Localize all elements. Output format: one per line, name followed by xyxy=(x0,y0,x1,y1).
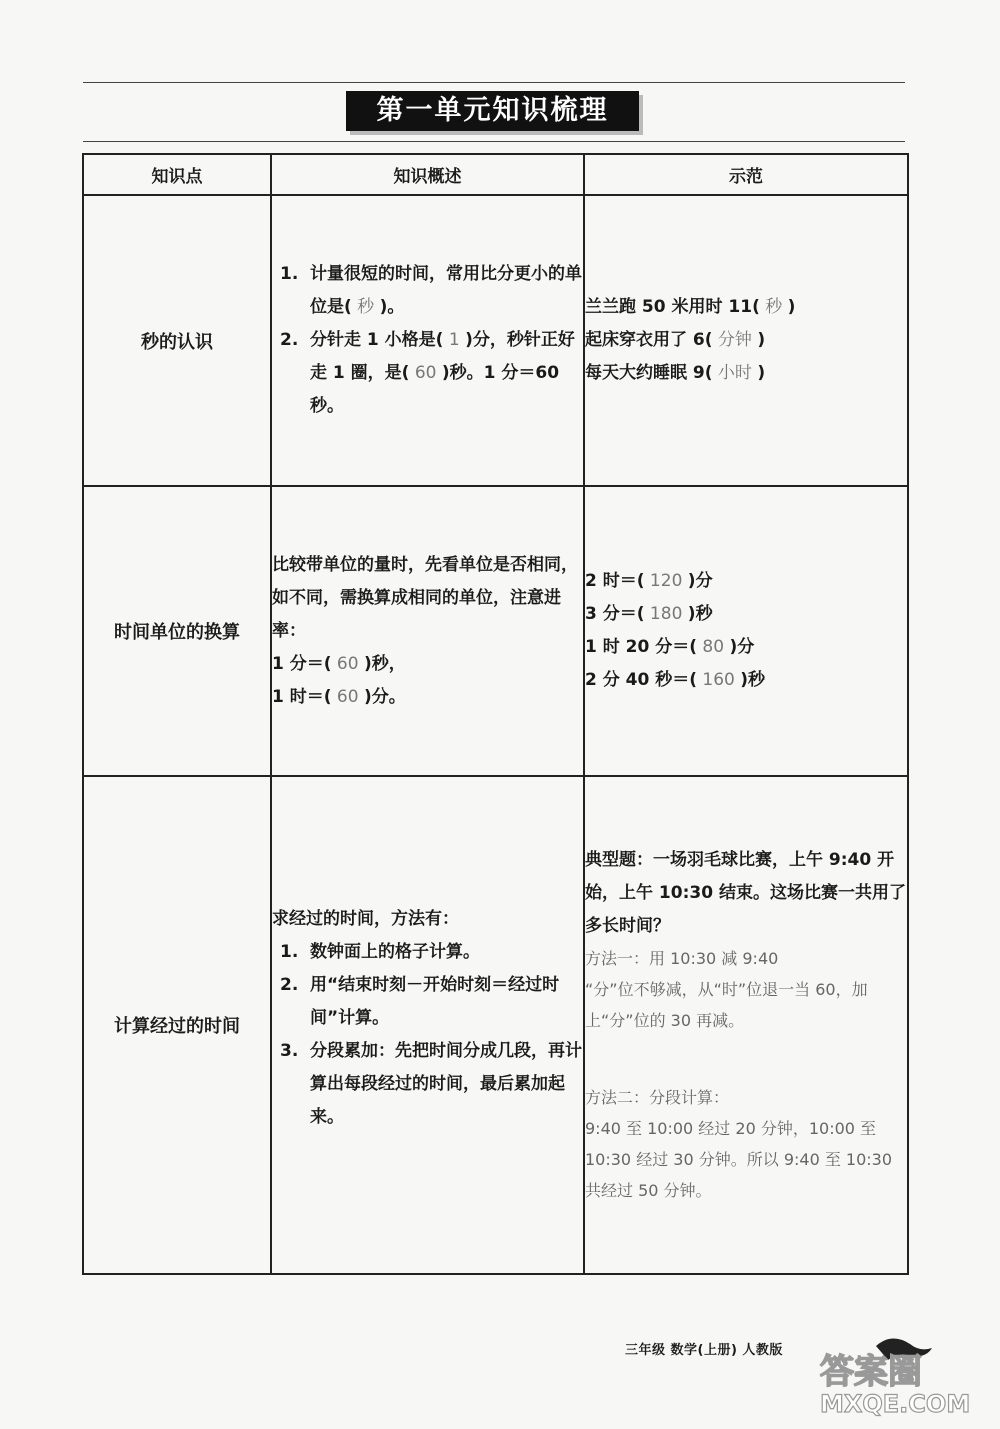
method-one-detail: “分”位不够减，从“时”位退一当 60，加上“分”位的 30 再减。 xyxy=(585,980,868,1030)
header-point: 知识点 xyxy=(83,154,271,195)
line xyxy=(585,664,907,697)
overview-list xyxy=(272,258,583,423)
text-segment: )分 xyxy=(729,637,755,657)
text-segment: )秒 xyxy=(687,604,713,624)
overview-text: 比较带单位的量时，先看单位是否相同，如不同，需换算成相同的单位，注意进率： xyxy=(272,554,578,641)
knowledge-table xyxy=(82,153,909,1275)
line xyxy=(585,631,907,664)
answer-text: 1 xyxy=(443,330,466,350)
list-item xyxy=(280,324,583,423)
line xyxy=(272,648,583,681)
text-segment: )。 xyxy=(379,297,405,317)
row-example xyxy=(584,776,908,1274)
text-segment: 2 分 40 秒＝( xyxy=(585,670,698,690)
watermark-sub: MXQE.COM xyxy=(820,1390,971,1418)
answer-text: 60 xyxy=(331,686,364,707)
table-row xyxy=(83,486,908,776)
list-item xyxy=(280,936,583,969)
method-two: 方法二：分段计算： xyxy=(585,1088,730,1107)
watermark-logo xyxy=(818,1328,988,1418)
row-example xyxy=(584,195,908,486)
row-overview xyxy=(271,486,584,776)
title-underline xyxy=(83,141,905,142)
watermark-text: 答案圈 xyxy=(820,1352,922,1392)
text-segment: )秒， xyxy=(363,653,406,674)
top-rule xyxy=(83,82,905,83)
table-row xyxy=(83,195,908,486)
text-segment: )分，秒针正好走 1 圈，是( xyxy=(310,330,575,383)
row-point: 计算经过的时间 xyxy=(83,776,271,1274)
item-number: 1. xyxy=(280,264,299,284)
text-segment: 数钟面上的格子计算。 xyxy=(310,941,480,962)
row-overview xyxy=(271,195,584,486)
item-number: 2. xyxy=(280,330,299,350)
answer-text: 秒 xyxy=(351,297,380,317)
answer-text: 60 xyxy=(331,653,364,674)
line xyxy=(585,565,907,598)
text-segment: 1 分＝( xyxy=(272,653,332,674)
text-segment: 起床穿衣用了 6( xyxy=(585,330,713,350)
text-segment: 2 时＝( xyxy=(585,571,645,591)
example-lines xyxy=(585,565,907,697)
text-segment: 用“结束时刻－开始时刻＝经过时间”计算。 xyxy=(310,974,560,1028)
text-segment: 1 时＝( xyxy=(272,686,332,707)
answer-text: 180 xyxy=(644,604,688,624)
text-segment: )秒 xyxy=(740,670,766,690)
answer-text: 120 xyxy=(644,571,688,591)
item-number: 1. xyxy=(280,941,299,962)
answer-text: 160 xyxy=(697,670,741,690)
table-header-row xyxy=(83,154,908,195)
header-overview: 知识概述 xyxy=(271,154,584,195)
text-segment: 每天大约睡眠 9( xyxy=(585,363,713,383)
line xyxy=(585,598,907,631)
header-example: 示范 xyxy=(584,154,908,195)
text-segment: ) xyxy=(757,330,766,350)
text-segment: 计量很短的时间，常用比分更小的单位是( xyxy=(310,264,582,317)
text-segment: ) xyxy=(787,297,796,317)
text-segment: 3 分＝( xyxy=(585,604,645,624)
text-segment: )秒。1 分＝60 秒。 xyxy=(310,363,560,416)
method-two-detail: 9:40 至 10:00 经过 20 分钟，10:00 至 10:30 经过 30 分钟。所以 9:40 至 10:30 共经过 50 分钟。 xyxy=(585,1119,893,1200)
item-number: 3. xyxy=(280,1040,299,1061)
text-segment: 兰兰跑 50 米用时 11( xyxy=(585,297,760,317)
text-segment: )分。 xyxy=(363,686,406,707)
text-segment: 分段累加：先把时间分成几段，再计算出每段经过的时间，最后累加起来。 xyxy=(310,1040,582,1127)
text-segment: )分 xyxy=(687,571,713,591)
item-number: 2. xyxy=(280,974,299,995)
answer-text: 分钟 xyxy=(712,330,758,350)
footer-text: 三年级 数学(上册) 人教版 xyxy=(625,1343,783,1358)
example-lines xyxy=(585,291,907,390)
overview-intro: 求经过的时间，方法有： xyxy=(272,908,459,929)
text-segment: ) xyxy=(757,363,766,383)
line xyxy=(585,291,907,324)
method-one: 方法一：用 10:30 减 9:40 xyxy=(585,949,779,968)
line xyxy=(272,681,583,714)
table-row xyxy=(83,776,908,1274)
overview-list xyxy=(272,936,583,1134)
row-point: 秒的认识 xyxy=(83,195,271,486)
answer-text: 80 xyxy=(697,637,730,657)
line xyxy=(585,324,907,357)
list-item xyxy=(280,258,583,324)
example-question: 典型题：一场羽毛球比赛，上午 9:40 开始，上午 10:30 结束。这场比赛一共用了多长时间？ xyxy=(585,850,906,936)
list-item xyxy=(280,969,583,1035)
page-title: 第一单元知识梳理 xyxy=(346,91,639,131)
answer-text: 秒 xyxy=(759,297,788,317)
overview-lines xyxy=(272,648,583,714)
row-point: 时间单位的换算 xyxy=(83,486,271,776)
answer-text: 小时 xyxy=(712,363,758,383)
row-example xyxy=(584,486,908,776)
answer-text: 60 xyxy=(409,363,442,383)
line xyxy=(585,357,907,390)
text-segment: 1 时 20 分＝( xyxy=(585,637,698,657)
row-overview xyxy=(271,776,584,1274)
text-segment: 分针走 1 小格是( xyxy=(310,330,444,350)
list-item xyxy=(280,1035,583,1134)
